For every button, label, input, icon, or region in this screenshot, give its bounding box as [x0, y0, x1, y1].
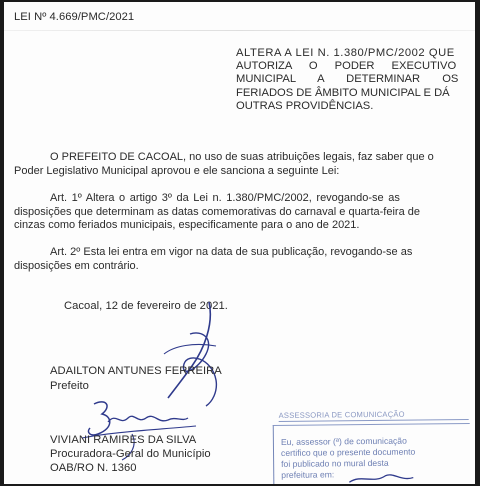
article-2-line: disposições em contrário.	[14, 259, 139, 272]
article-2-paragraph	[14, 246, 468, 273]
scan-fold-line	[4, 30, 475, 31]
signatory-2-name: VIVIANI RAMIRES DA SILVA	[50, 434, 197, 446]
date-line: Cacoal, 12 de fevereiro de 2021.	[64, 300, 228, 312]
preamble-paragraph	[14, 151, 468, 178]
ementa-line: ALTERA A LEI N. 1.380/PMC/2002 QUE	[236, 47, 455, 59]
stamp-line: foi publicado no mural desta	[281, 457, 389, 469]
stamp-line: Eu, assessor (ª) de comunicação	[280, 435, 407, 447]
stamp-line: certifico que o presente documento	[280, 446, 416, 458]
publication-stamp	[271, 409, 472, 486]
signatory-1-role: Prefeito	[50, 380, 89, 392]
article-1-line: disposições que determinam as datas comemorativas do carnaval e quarta-feira de	[14, 205, 420, 218]
stamp-header: ASSESSORIA DE COMUNICAÇÃO	[279, 409, 469, 422]
article-1-line: cinzas como feriados municipais, especificamente para o ano de 2021.	[14, 219, 360, 232]
article-2-line: Art. 2º Esta lei entra em vigor na data de sua publicação, revogando-se as	[50, 246, 413, 258]
article-1-line: Art. 1º Altera o artigo 3º da Lei n. 1.380/PMC/2002, revogando-se as	[50, 192, 400, 204]
signatory-2-role: Procuradora-Geral do Município	[50, 448, 211, 460]
preamble-line: Poder Legislativo Municipal aprovou e ele sanciona a seguinte Lei:	[14, 164, 340, 177]
ementa-line: MUNICIPAL A DETERMINAR OS	[236, 73, 459, 86]
stamp-line: prefeitura em:	[281, 469, 335, 480]
ementa-block	[236, 47, 468, 113]
ementa-line: OUTRAS PROVIDÊNCIAS.	[236, 99, 374, 112]
article-1-paragraph	[14, 192, 468, 233]
ementa-line: FERIADOS DE ÂMBITO MUNICIPAL E DÁ	[236, 86, 450, 99]
law-number-heading: LEI Nº 4.669/PMC/2021	[14, 11, 135, 23]
signatory-1-name: ADAILTON ANTUNES FERREIRA	[50, 365, 222, 377]
ementa-line: AUTORIZA O PODER EXECUTIVO	[236, 60, 457, 73]
signatory-2-oab: OAB/RO N. 1360	[50, 462, 137, 474]
preamble-line: O PREFEITO DE CACOAL, no uso de suas atribuições legais, faz saber que o	[50, 151, 434, 163]
